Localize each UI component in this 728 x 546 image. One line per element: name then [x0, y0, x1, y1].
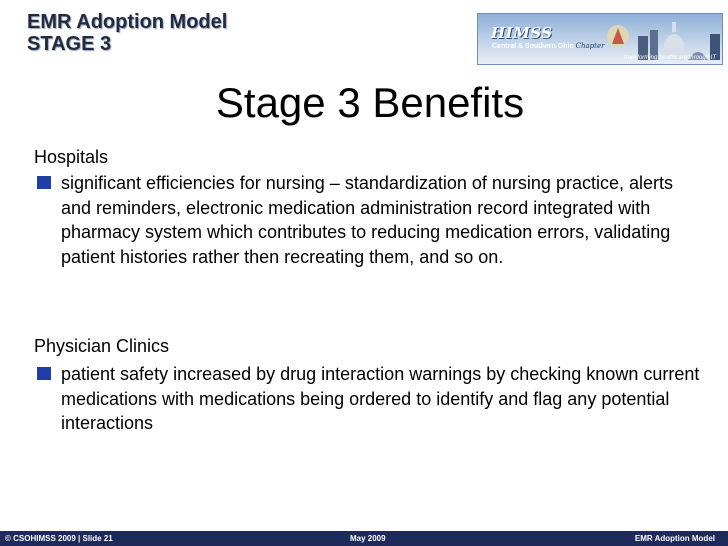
bullet-text-hospitals: significant efficiencies for nursing – standardization of nursing practice, alerts and reminders, electronic medication administration record integrated with pharmacy system which contributes to reducing medication errors, validating patient histories rather then recreating them, and so on.	[61, 173, 673, 267]
section-heading-hospitals: Hospitals	[34, 147, 109, 167]
logo-chapter-word: Chapter	[575, 42, 605, 50]
footer-copyright: © CSOHIMSS 2009 | Slide 21	[5, 534, 113, 543]
bullet-square-icon	[37, 367, 51, 380]
header-title-line1: EMR Adoption Model	[27, 11, 228, 33]
logo-tagline: transforming healthcare through IT	[623, 55, 716, 61]
section-heading-physician-clinics: Physician Clinics	[34, 336, 170, 356]
footer-presentation-title: EMR Adoption Model	[634, 534, 715, 543]
slide-footer	[0, 531, 728, 546]
footer-date: May 2009	[350, 534, 386, 543]
himss-chapter-logo	[477, 13, 723, 65]
logo-himss-text: HIMSS	[491, 24, 553, 42]
header-title-line2: STAGE 3	[27, 33, 112, 55]
header-title	[27, 11, 227, 55]
bullet-square-icon	[37, 176, 51, 189]
logo-chapter-prefix: Central & Southern Ohio	[492, 43, 574, 50]
bullet-text-physician-clinics: patient safety increased by drug interaction warnings by checking known current medications with medications being ordered to identify and flag any potential interactions	[61, 364, 700, 433]
logo-chapter-text	[492, 42, 604, 50]
slide-title: Stage 3 Benefits	[215, 79, 525, 126]
